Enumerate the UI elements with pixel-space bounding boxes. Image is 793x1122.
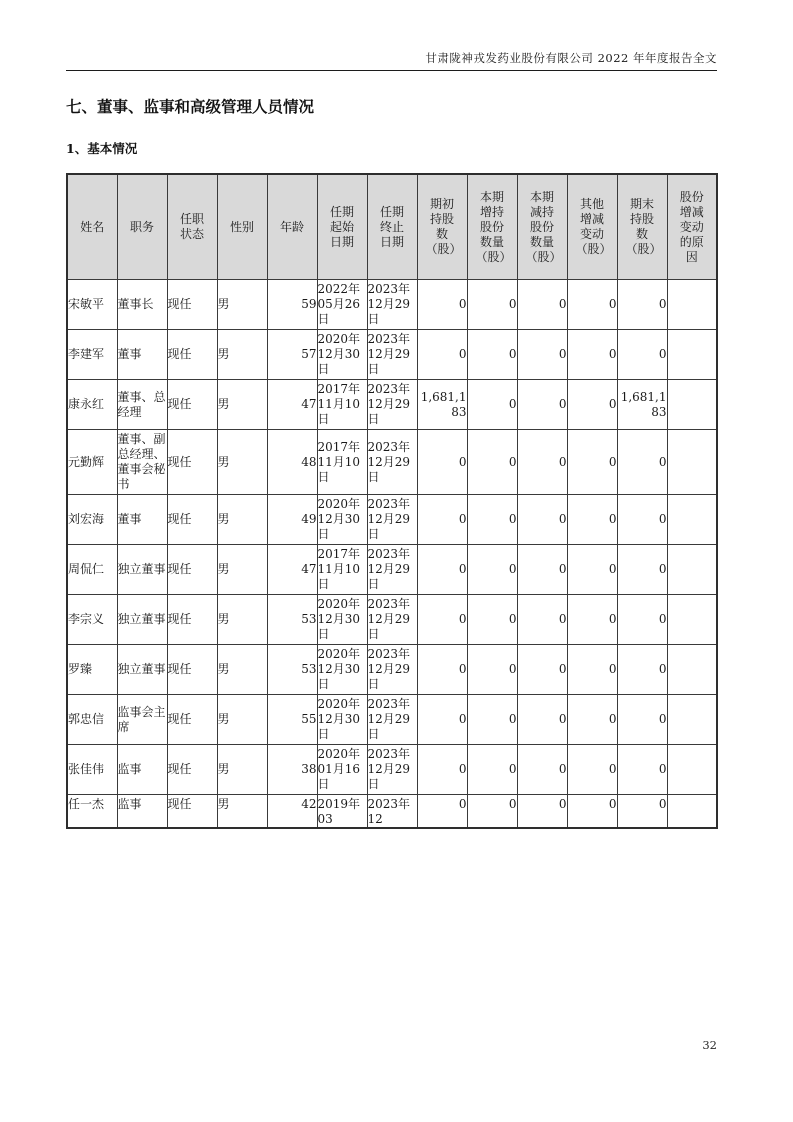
cell-age: 53 <box>267 595 317 645</box>
cell-gender: 男 <box>217 330 267 380</box>
cell-position: 独立董事 <box>117 545 167 595</box>
cell-shares-beginning: 0 <box>417 795 467 829</box>
column-header-shares-beginning: 期初持股数（股） <box>417 174 467 280</box>
cell-term-start-date: 2020年12月30日 <box>317 495 367 545</box>
cell-gender: 男 <box>217 495 267 545</box>
cell-name: 郭忠信 <box>67 695 117 745</box>
cell-shares-ending: 0 <box>617 795 667 829</box>
cell-position: 监事会主席 <box>117 695 167 745</box>
cell-term-start-date: 2020年12月30日 <box>317 330 367 380</box>
officers-table-header <box>67 174 717 280</box>
cell-status: 现任 <box>167 745 217 795</box>
cell-shares-increased: 0 <box>467 545 517 595</box>
cell-term-end-date: 2023年12月29日 <box>367 695 417 745</box>
cell-position: 独立董事 <box>117 645 167 695</box>
cell-share-change-reason <box>667 380 717 430</box>
cell-shares-beginning: 0 <box>417 330 467 380</box>
cell-position: 董事 <box>117 495 167 545</box>
cell-name: 刘宏海 <box>67 495 117 545</box>
cell-status: 现任 <box>167 495 217 545</box>
header-row <box>67 174 717 280</box>
cell-shares-beginning: 0 <box>417 645 467 695</box>
cell-shares-ending: 0 <box>617 330 667 380</box>
officers-table-body <box>67 280 717 829</box>
cell-shares-decreased: 0 <box>517 695 567 745</box>
cell-position: 董事、副总经理、董事会秘书 <box>117 430 167 495</box>
cell-shares-increased: 0 <box>467 795 517 829</box>
table-row <box>67 280 717 330</box>
cell-shares-increased: 0 <box>467 430 517 495</box>
cell-term-start-date: 2017年11月10日 <box>317 430 367 495</box>
cell-shares-other-change: 0 <box>567 745 617 795</box>
cell-shares-decreased: 0 <box>517 280 567 330</box>
cell-shares-decreased: 0 <box>517 495 567 545</box>
cell-shares-ending: 0 <box>617 430 667 495</box>
cell-shares-beginning: 1,681,183 <box>417 380 467 430</box>
table-row <box>67 545 717 595</box>
cell-position: 董事长 <box>117 280 167 330</box>
cell-gender: 男 <box>217 545 267 595</box>
column-header-term-end-date: 任期终止日期 <box>367 174 417 280</box>
column-header-position: 职务 <box>117 174 167 280</box>
table-row <box>67 430 717 495</box>
column-header-name: 姓名 <box>67 174 117 280</box>
cell-position: 监事 <box>117 795 167 829</box>
cell-status: 现任 <box>167 330 217 380</box>
cell-shares-other-change: 0 <box>567 545 617 595</box>
cell-status: 现任 <box>167 380 217 430</box>
cell-age: 42 <box>267 795 317 829</box>
column-header-shares-ending: 期末持股数（股） <box>617 174 667 280</box>
cell-shares-increased: 0 <box>467 645 517 695</box>
cell-term-start-date: 2017年11月10日 <box>317 380 367 430</box>
cell-shares-increased: 0 <box>467 495 517 545</box>
cell-term-start-date: 2022年05月26日 <box>317 280 367 330</box>
cell-shares-other-change: 0 <box>567 430 617 495</box>
cell-shares-beginning: 0 <box>417 595 467 645</box>
cell-shares-other-change: 0 <box>567 330 617 380</box>
cell-shares-increased: 0 <box>467 595 517 645</box>
cell-shares-other-change: 0 <box>567 795 617 829</box>
document-header <box>66 0 717 66</box>
cell-gender: 男 <box>217 595 267 645</box>
cell-shares-decreased: 0 <box>517 745 567 795</box>
cell-term-end-date: 2023年12月29日 <box>367 545 417 595</box>
column-header-shares-other-change: 其他增减变动（股） <box>567 174 617 280</box>
column-header-age: 年龄 <box>267 174 317 280</box>
cell-status: 现任 <box>167 795 217 829</box>
cell-share-change-reason <box>667 795 717 829</box>
section-subtitle: 1、基本情况 <box>66 141 138 156</box>
cell-shares-beginning: 0 <box>417 430 467 495</box>
cell-name: 周侃仁 <box>67 545 117 595</box>
cell-age: 57 <box>267 330 317 380</box>
cell-share-change-reason <box>667 545 717 595</box>
cell-shares-ending: 0 <box>617 545 667 595</box>
table-row <box>67 645 717 695</box>
cell-gender: 男 <box>217 380 267 430</box>
cell-position: 监事 <box>117 745 167 795</box>
cell-name: 宋敏平 <box>67 280 117 330</box>
cell-gender: 男 <box>217 645 267 695</box>
cell-age: 47 <box>267 545 317 595</box>
cell-shares-ending: 1,681,183 <box>617 380 667 430</box>
cell-share-change-reason <box>667 330 717 380</box>
cell-age: 53 <box>267 645 317 695</box>
cell-shares-other-change: 0 <box>567 595 617 645</box>
cell-shares-decreased: 0 <box>517 430 567 495</box>
cell-shares-ending: 0 <box>617 595 667 645</box>
page-content <box>66 0 717 829</box>
cell-status: 现任 <box>167 430 217 495</box>
cell-term-end-date: 2023年12月29日 <box>367 330 417 380</box>
cell-status: 现任 <box>167 645 217 695</box>
cell-term-start-date: 2019年03 <box>317 795 367 829</box>
cell-gender: 男 <box>217 280 267 330</box>
cell-shares-ending: 0 <box>617 280 667 330</box>
cell-shares-other-change: 0 <box>567 380 617 430</box>
cell-shares-other-change: 0 <box>567 280 617 330</box>
cell-term-start-date: 2017年11月10日 <box>317 545 367 595</box>
cell-term-end-date: 2023年12月29日 <box>367 380 417 430</box>
column-header-shares-decreased: 本期减持股份数量（股） <box>517 174 567 280</box>
cell-status: 现任 <box>167 695 217 745</box>
cell-gender: 男 <box>217 695 267 745</box>
table-row <box>67 695 717 745</box>
cell-name: 康永红 <box>67 380 117 430</box>
table-row <box>67 495 717 545</box>
cell-gender: 男 <box>217 795 267 829</box>
table-row <box>67 745 717 795</box>
cell-shares-decreased: 0 <box>517 595 567 645</box>
cell-gender: 男 <box>217 745 267 795</box>
cell-shares-other-change: 0 <box>567 645 617 695</box>
cell-shares-decreased: 0 <box>517 330 567 380</box>
cell-status: 现任 <box>167 595 217 645</box>
column-header-status: 任职状态 <box>167 174 217 280</box>
column-header-shares-increased: 本期增持股份数量（股） <box>467 174 517 280</box>
column-header-share-change-reason: 股份增减变动的原因 <box>667 174 717 280</box>
cell-shares-other-change: 0 <box>567 495 617 545</box>
column-header-gender: 性别 <box>217 174 267 280</box>
cell-share-change-reason <box>667 695 717 745</box>
cell-term-end-date: 2023年12月29日 <box>367 430 417 495</box>
cell-shares-increased: 0 <box>467 745 517 795</box>
cell-shares-decreased: 0 <box>517 545 567 595</box>
cell-age: 55 <box>267 695 317 745</box>
cell-shares-decreased: 0 <box>517 380 567 430</box>
page-number: 32 <box>702 1038 717 1052</box>
cell-share-change-reason <box>667 595 717 645</box>
cell-shares-beginning: 0 <box>417 695 467 745</box>
cell-shares-ending: 0 <box>617 695 667 745</box>
table-row <box>67 380 717 430</box>
cell-shares-increased: 0 <box>467 695 517 745</box>
cell-name: 李建军 <box>67 330 117 380</box>
cell-shares-other-change: 0 <box>567 695 617 745</box>
cell-term-end-date: 2023年12月29日 <box>367 280 417 330</box>
cell-name: 任一杰 <box>67 795 117 829</box>
cell-shares-increased: 0 <box>467 380 517 430</box>
cell-shares-ending: 0 <box>617 745 667 795</box>
document-header-title: 甘肃陇神戎发药业股份有限公司 2022 年年度报告全文 <box>425 51 717 65</box>
cell-shares-decreased: 0 <box>517 795 567 829</box>
cell-age: 59 <box>267 280 317 330</box>
cell-status: 现任 <box>167 545 217 595</box>
cell-shares-increased: 0 <box>467 280 517 330</box>
cell-name: 张佳伟 <box>67 745 117 795</box>
table-row <box>67 330 717 380</box>
cell-share-change-reason <box>667 280 717 330</box>
cell-age: 49 <box>267 495 317 545</box>
cell-age: 38 <box>267 745 317 795</box>
cell-share-change-reason <box>667 645 717 695</box>
table-row <box>67 595 717 645</box>
cell-gender: 男 <box>217 430 267 495</box>
cell-position: 独立董事 <box>117 595 167 645</box>
header-divider <box>66 70 717 71</box>
cell-shares-decreased: 0 <box>517 645 567 695</box>
officers-table <box>66 173 718 829</box>
cell-shares-beginning: 0 <box>417 545 467 595</box>
cell-name: 李宗义 <box>67 595 117 645</box>
cell-position: 董事 <box>117 330 167 380</box>
cell-term-end-date: 2023年12月29日 <box>367 745 417 795</box>
section-title: 七、董事、监事和高级管理人员情况 <box>66 97 315 116</box>
cell-term-start-date: 2020年12月30日 <box>317 595 367 645</box>
cell-shares-beginning: 0 <box>417 495 467 545</box>
cell-shares-ending: 0 <box>617 495 667 545</box>
cell-term-end-date: 2023年12月29日 <box>367 495 417 545</box>
column-header-term-start-date: 任期起始日期 <box>317 174 367 280</box>
cell-shares-ending: 0 <box>617 645 667 695</box>
cell-position: 董事、总经理 <box>117 380 167 430</box>
cell-name: 元勤辉 <box>67 430 117 495</box>
cell-term-start-date: 2020年12月30日 <box>317 695 367 745</box>
cell-status: 现任 <box>167 280 217 330</box>
cell-term-end-date: 2023年12月29日 <box>367 595 417 645</box>
cell-share-change-reason <box>667 495 717 545</box>
cell-shares-beginning: 0 <box>417 280 467 330</box>
cell-shares-increased: 0 <box>467 330 517 380</box>
cell-age: 48 <box>267 430 317 495</box>
cell-share-change-reason <box>667 430 717 495</box>
table-row <box>67 795 717 829</box>
cell-share-change-reason <box>667 745 717 795</box>
cell-term-end-date: 2023年12 <box>367 795 417 829</box>
cell-term-end-date: 2023年12月29日 <box>367 645 417 695</box>
cell-term-start-date: 2020年01月16日 <box>317 745 367 795</box>
cell-term-start-date: 2020年12月30日 <box>317 645 367 695</box>
cell-shares-beginning: 0 <box>417 745 467 795</box>
cell-age: 47 <box>267 380 317 430</box>
cell-name: 罗臻 <box>67 645 117 695</box>
